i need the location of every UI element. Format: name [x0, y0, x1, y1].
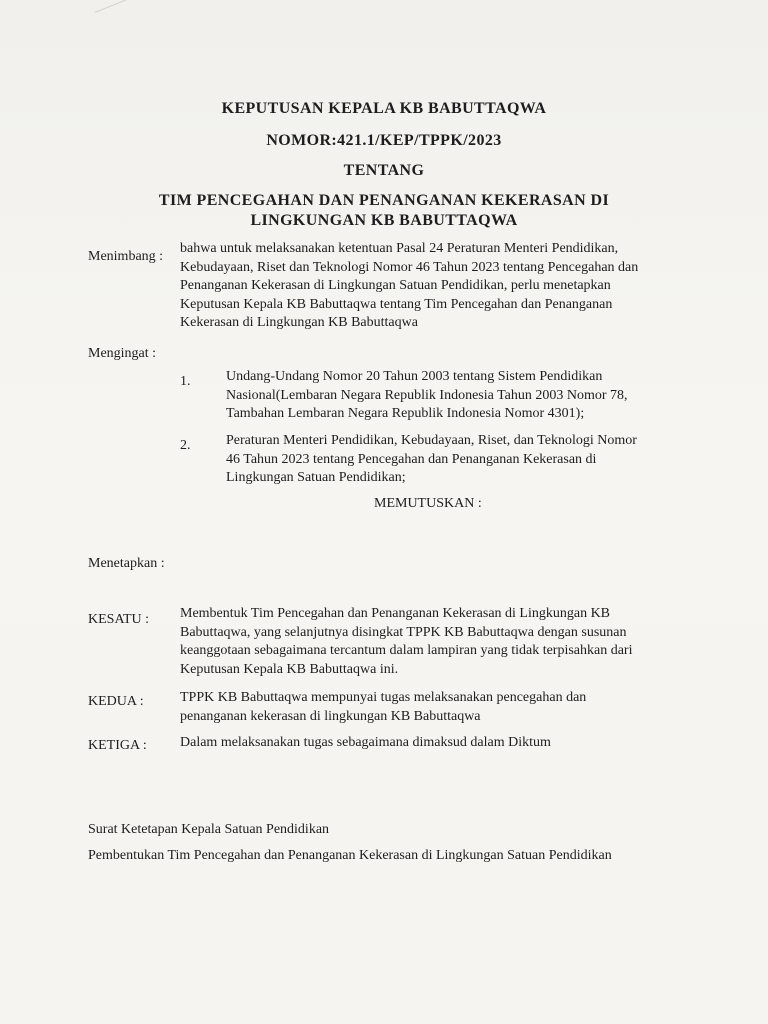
menimbang-text [180, 240, 638, 333]
mengingat-item-number: 1. [180, 374, 191, 389]
menimbang-line: Keputusan Kepala KB Babuttaqwa tentang Tim Pencegahan dan Penanganan [180, 296, 613, 312]
mengingat-item-line: Undang-Undang Nomor 20 Tahun 2003 tentang Sistem Pendidikan [226, 369, 603, 384]
kedua-line: penanganan kekerasan di lingkungan KB Babuttaqwa [180, 708, 481, 724]
title-tentang: TENTANG [343, 162, 425, 179]
title-subject-line-1: TIM PENCEGAHAN DAN PENANGANAN KEKERASAN DI [158, 192, 610, 209]
ketiga-line: Dalam melaksanakan tugas sebagaimana dimaksud dalam Diktum [180, 735, 551, 750]
kesatu-line: Keputusan Kepala KB Babuttaqwa ini. [180, 661, 399, 677]
title-subject-line-2: LINGKUNGAN KB BABUTTAQWA [250, 212, 518, 229]
kedua-line: TPPK KB Babuttaqwa mempunyai tugas melaksanakan pencegahan dan [180, 690, 587, 705]
ketiga-text [180, 734, 551, 753]
kesatu-line: keanggotaan sebagaimana tercantum dalam lampiran yang tidak terpisahkan dari [180, 643, 633, 658]
menimbang-label: Menimbang : [88, 249, 164, 264]
mengingat-item-line: Tambahan Lembaran Negara Republik Indonesia Nomor 4301); [226, 406, 585, 421]
menimbang-line: Kekerasan di Lingkungan KB Babuttaqwa [180, 315, 418, 330]
kesatu-label: KESATU : [88, 612, 150, 627]
mengingat-item-line: Lingkungan Satuan Pendidikan; [226, 470, 406, 485]
kesatu-line: Membentuk Tim Pencegahan dan Penanganan Kekerasan di Lingkungan KB [180, 606, 611, 621]
ketiga-label: KETIGA : [88, 738, 147, 753]
mengingat-item-line: Peraturan Menteri Pendidikan, Kebudayaan, Riset, dan Teknologi Nomor [226, 433, 637, 448]
title-line-1: KEPUTUSAN KEPALA KB BABUTTAQWA [221, 100, 547, 117]
mengingat-item-number: 2. [180, 438, 191, 453]
kesatu-text [180, 605, 632, 679]
mengingat-item-line: 46 Tahun 2023 tentang Pencegahan dan Penanganan Kekerasan di [226, 451, 597, 467]
mengingat-label: Mengingat : [88, 346, 157, 361]
menimbang-line: Penanganan Kekerasan di Lingkungan Satuan Pendidikan, perlu menetapkan [180, 278, 611, 293]
footer-line-1: Surat Ketetapan Kepala Satuan Pendidikan [88, 822, 330, 837]
scan-mark [95, 0, 138, 26]
menetapkan-label: Menetapkan : [88, 556, 165, 571]
title-number: NOMOR:421.1/KEP/TPPK/2023 [266, 132, 502, 149]
mengingat-item-line: Nasional(Lembaran Negara Republik Indonesia Tahun 2003 Nomor 78, [226, 387, 628, 403]
footer-line-2: Pembentukan Tim Pencegahan dan Penanganan Kekerasan di Lingkungan Satuan Pendidikan [88, 848, 612, 863]
kesatu-line: Babuttaqwa, yang selanjutnya disingkat TPPK KB Babuttaqwa dengan susunan [180, 624, 627, 640]
memutuskan-heading: MEMUTUSKAN : [374, 496, 482, 511]
menimbang-line: bahwa untuk melaksanakan ketentuan Pasal 24 Peraturan Menteri Pendidikan, [180, 241, 619, 256]
mengingat-item-1 [226, 368, 628, 424]
menimbang-line: Kebudayaan, Riset dan Teknologi Nomor 46 Tahun 2023 tentang Pencegahan dan [180, 259, 639, 275]
kedua-text [180, 689, 586, 726]
kedua-label: KEDUA : [88, 694, 144, 709]
mengingat-item-2 [226, 432, 637, 488]
